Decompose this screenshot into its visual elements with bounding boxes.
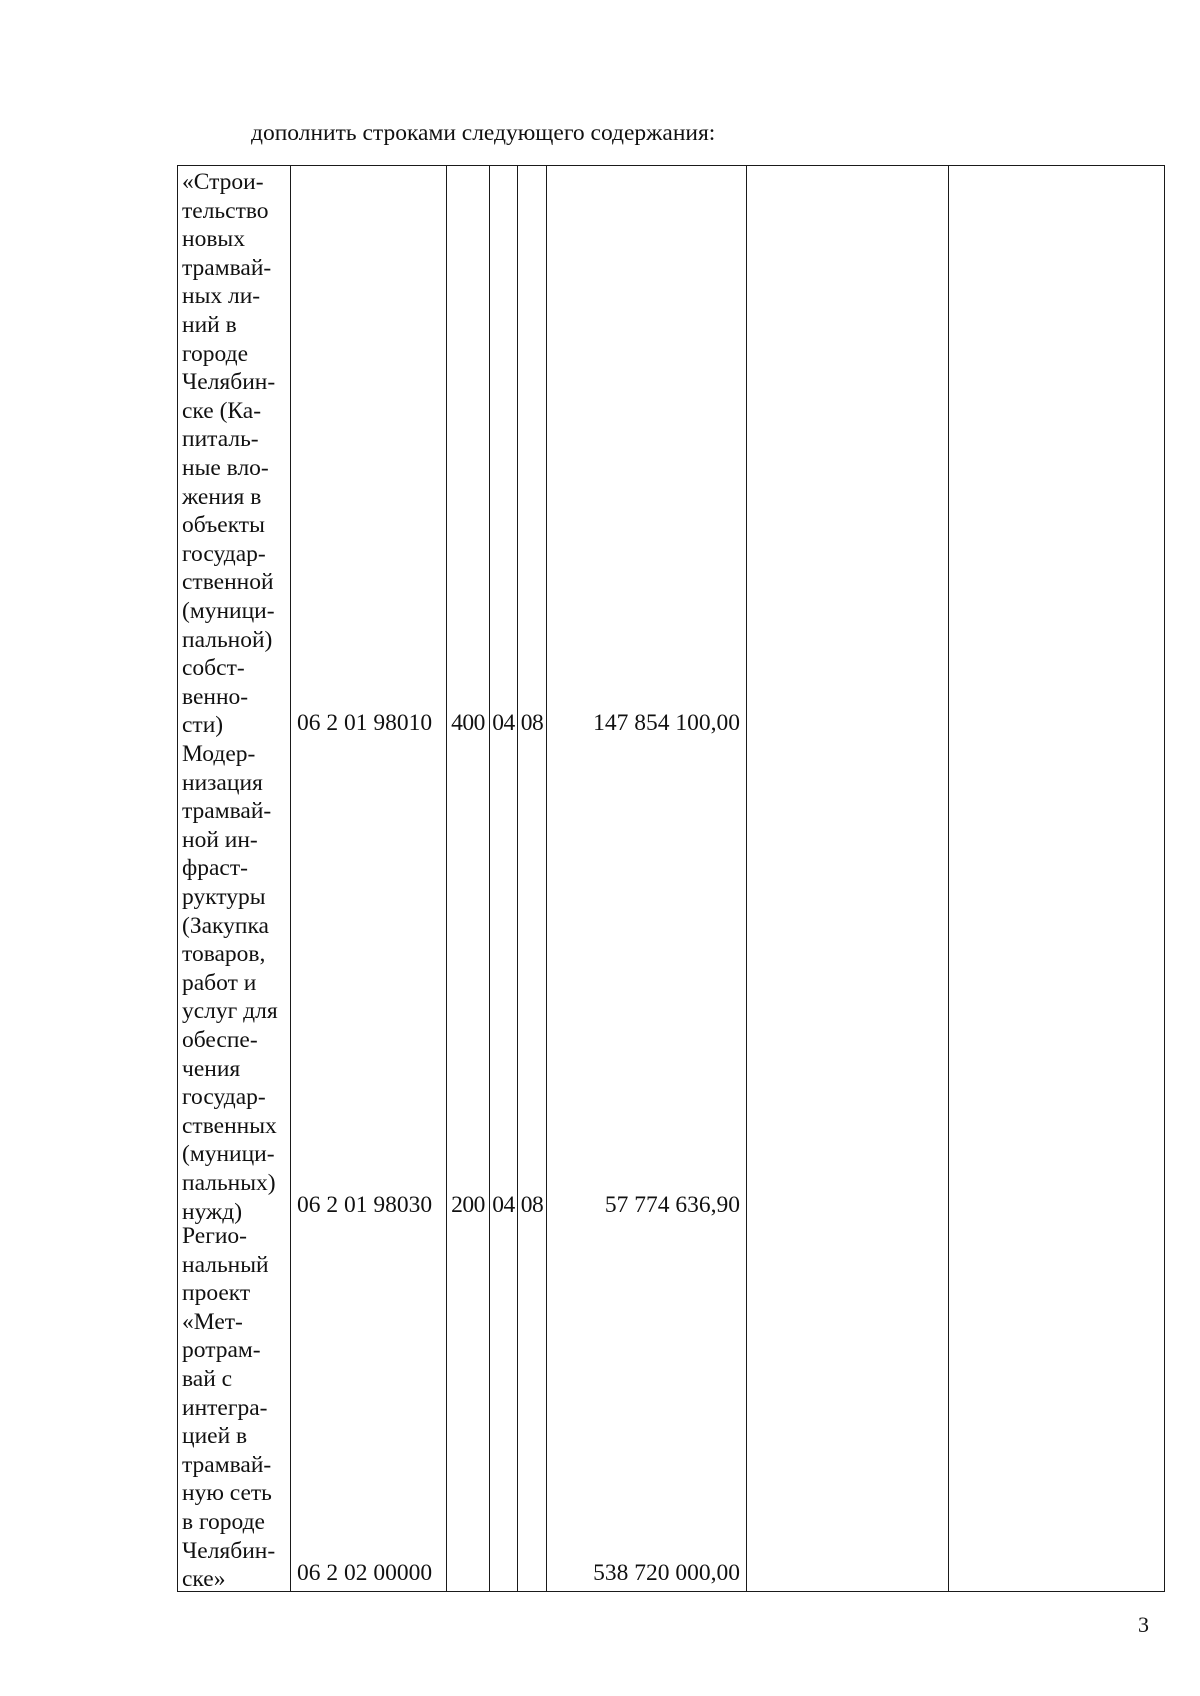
name-line: жения в (182, 483, 262, 510)
row-2-rz: 04 (492, 1192, 515, 1218)
name-line: Челябин- (182, 1537, 276, 1564)
row-1-vr: 400 (451, 710, 485, 736)
name-line: «Мет- (182, 1308, 243, 1335)
empty-column-1 (747, 166, 949, 1592)
name-line: низация (182, 769, 263, 796)
pr-column (518, 166, 547, 1592)
name-line: цией в (182, 1423, 248, 1450)
page-number: 3 (1138, 1612, 1149, 1637)
name-line: обеспе- (182, 1026, 258, 1053)
name-line: городе (182, 340, 249, 367)
name-line: ных ли- (182, 283, 261, 310)
name-line: трамвай- (182, 254, 272, 281)
row-3-pr (518, 1558, 546, 1588)
row-3-amount: 538 720 000,00 (593, 1560, 740, 1586)
name-line: государ- (182, 540, 266, 567)
name-line: вай с (182, 1365, 233, 1392)
row-1-rz: 04 (492, 710, 515, 736)
name-line: трамвай- (182, 1451, 272, 1478)
name-line: работ и (182, 969, 257, 996)
name-line: ске» (182, 1566, 226, 1593)
name-line: ственной (182, 569, 274, 596)
name-line: ные вло- (182, 454, 269, 481)
empty-column-2 (949, 166, 1165, 1592)
row-3-vr (447, 1558, 489, 1588)
name-line: ний в (182, 311, 237, 338)
row-3-code: 06 2 02 00000 (297, 1560, 433, 1586)
name-line: ственных (182, 1112, 277, 1139)
row-2-amount: 57 774 636,90 (604, 1192, 740, 1218)
name-line: нальный (182, 1251, 269, 1278)
name-line: венно- (182, 683, 249, 710)
row-2-name (182, 740, 290, 1225)
row-2-vr: 200 (451, 1192, 485, 1218)
code-column (291, 166, 447, 1592)
name-line: (Закупка (182, 912, 269, 939)
name-line: интегра- (182, 1394, 268, 1421)
name-line: товаров, (182, 941, 266, 968)
name-line: питаль- (182, 426, 259, 453)
name-line: ную сеть (182, 1480, 272, 1507)
intro-text: дополнить строками следующего содержания: (251, 120, 716, 146)
name-line: Регио- (182, 1223, 247, 1249)
name-line: сти) (182, 712, 224, 739)
name-line: фраст- (182, 855, 248, 882)
name-line: пальной) (182, 626, 273, 653)
row-2-pr: 08 (520, 1192, 544, 1218)
name-line: объекты (182, 512, 265, 539)
name-line: пальных) (182, 1169, 276, 1196)
name-line: (муници- (182, 597, 275, 624)
amount-column (547, 166, 747, 1592)
row-3-name (182, 1222, 290, 1593)
name-column (178, 166, 291, 1592)
name-line: тельство (182, 197, 269, 224)
name-line: «Строи- (182, 169, 264, 195)
row-2-code: 06 2 01 98030 (297, 1192, 433, 1218)
name-line: проект (182, 1280, 251, 1307)
row-1-amount: 147 854 100,00 (593, 710, 740, 736)
name-line: государ- (182, 1084, 266, 1111)
vr-column (447, 166, 490, 1592)
row-1-code: 06 2 01 98010 (297, 710, 433, 736)
name-line: нужд) (182, 1198, 243, 1225)
rz-column (490, 166, 518, 1592)
budget-table (177, 165, 1165, 1592)
name-line: Челябин- (182, 369, 276, 396)
name-line: чения (182, 1055, 241, 1082)
name-line: Модер- (182, 741, 256, 767)
name-line: ротрам- (182, 1337, 261, 1364)
name-line: ной ин- (182, 826, 258, 853)
table-row (178, 166, 1165, 1592)
row-1-name (182, 168, 290, 740)
name-line: в городе (182, 1508, 265, 1535)
name-line: собст- (182, 655, 245, 682)
row-1-pr: 08 (520, 710, 544, 736)
name-line: ске (Ка- (182, 397, 262, 424)
row-3-rz (490, 1558, 517, 1588)
name-line: трамвай- (182, 798, 272, 825)
name-line: руктуры (182, 883, 266, 910)
name-line: новых (182, 226, 245, 253)
name-line: (муници- (182, 1141, 275, 1168)
name-line: услуг для (182, 998, 278, 1025)
